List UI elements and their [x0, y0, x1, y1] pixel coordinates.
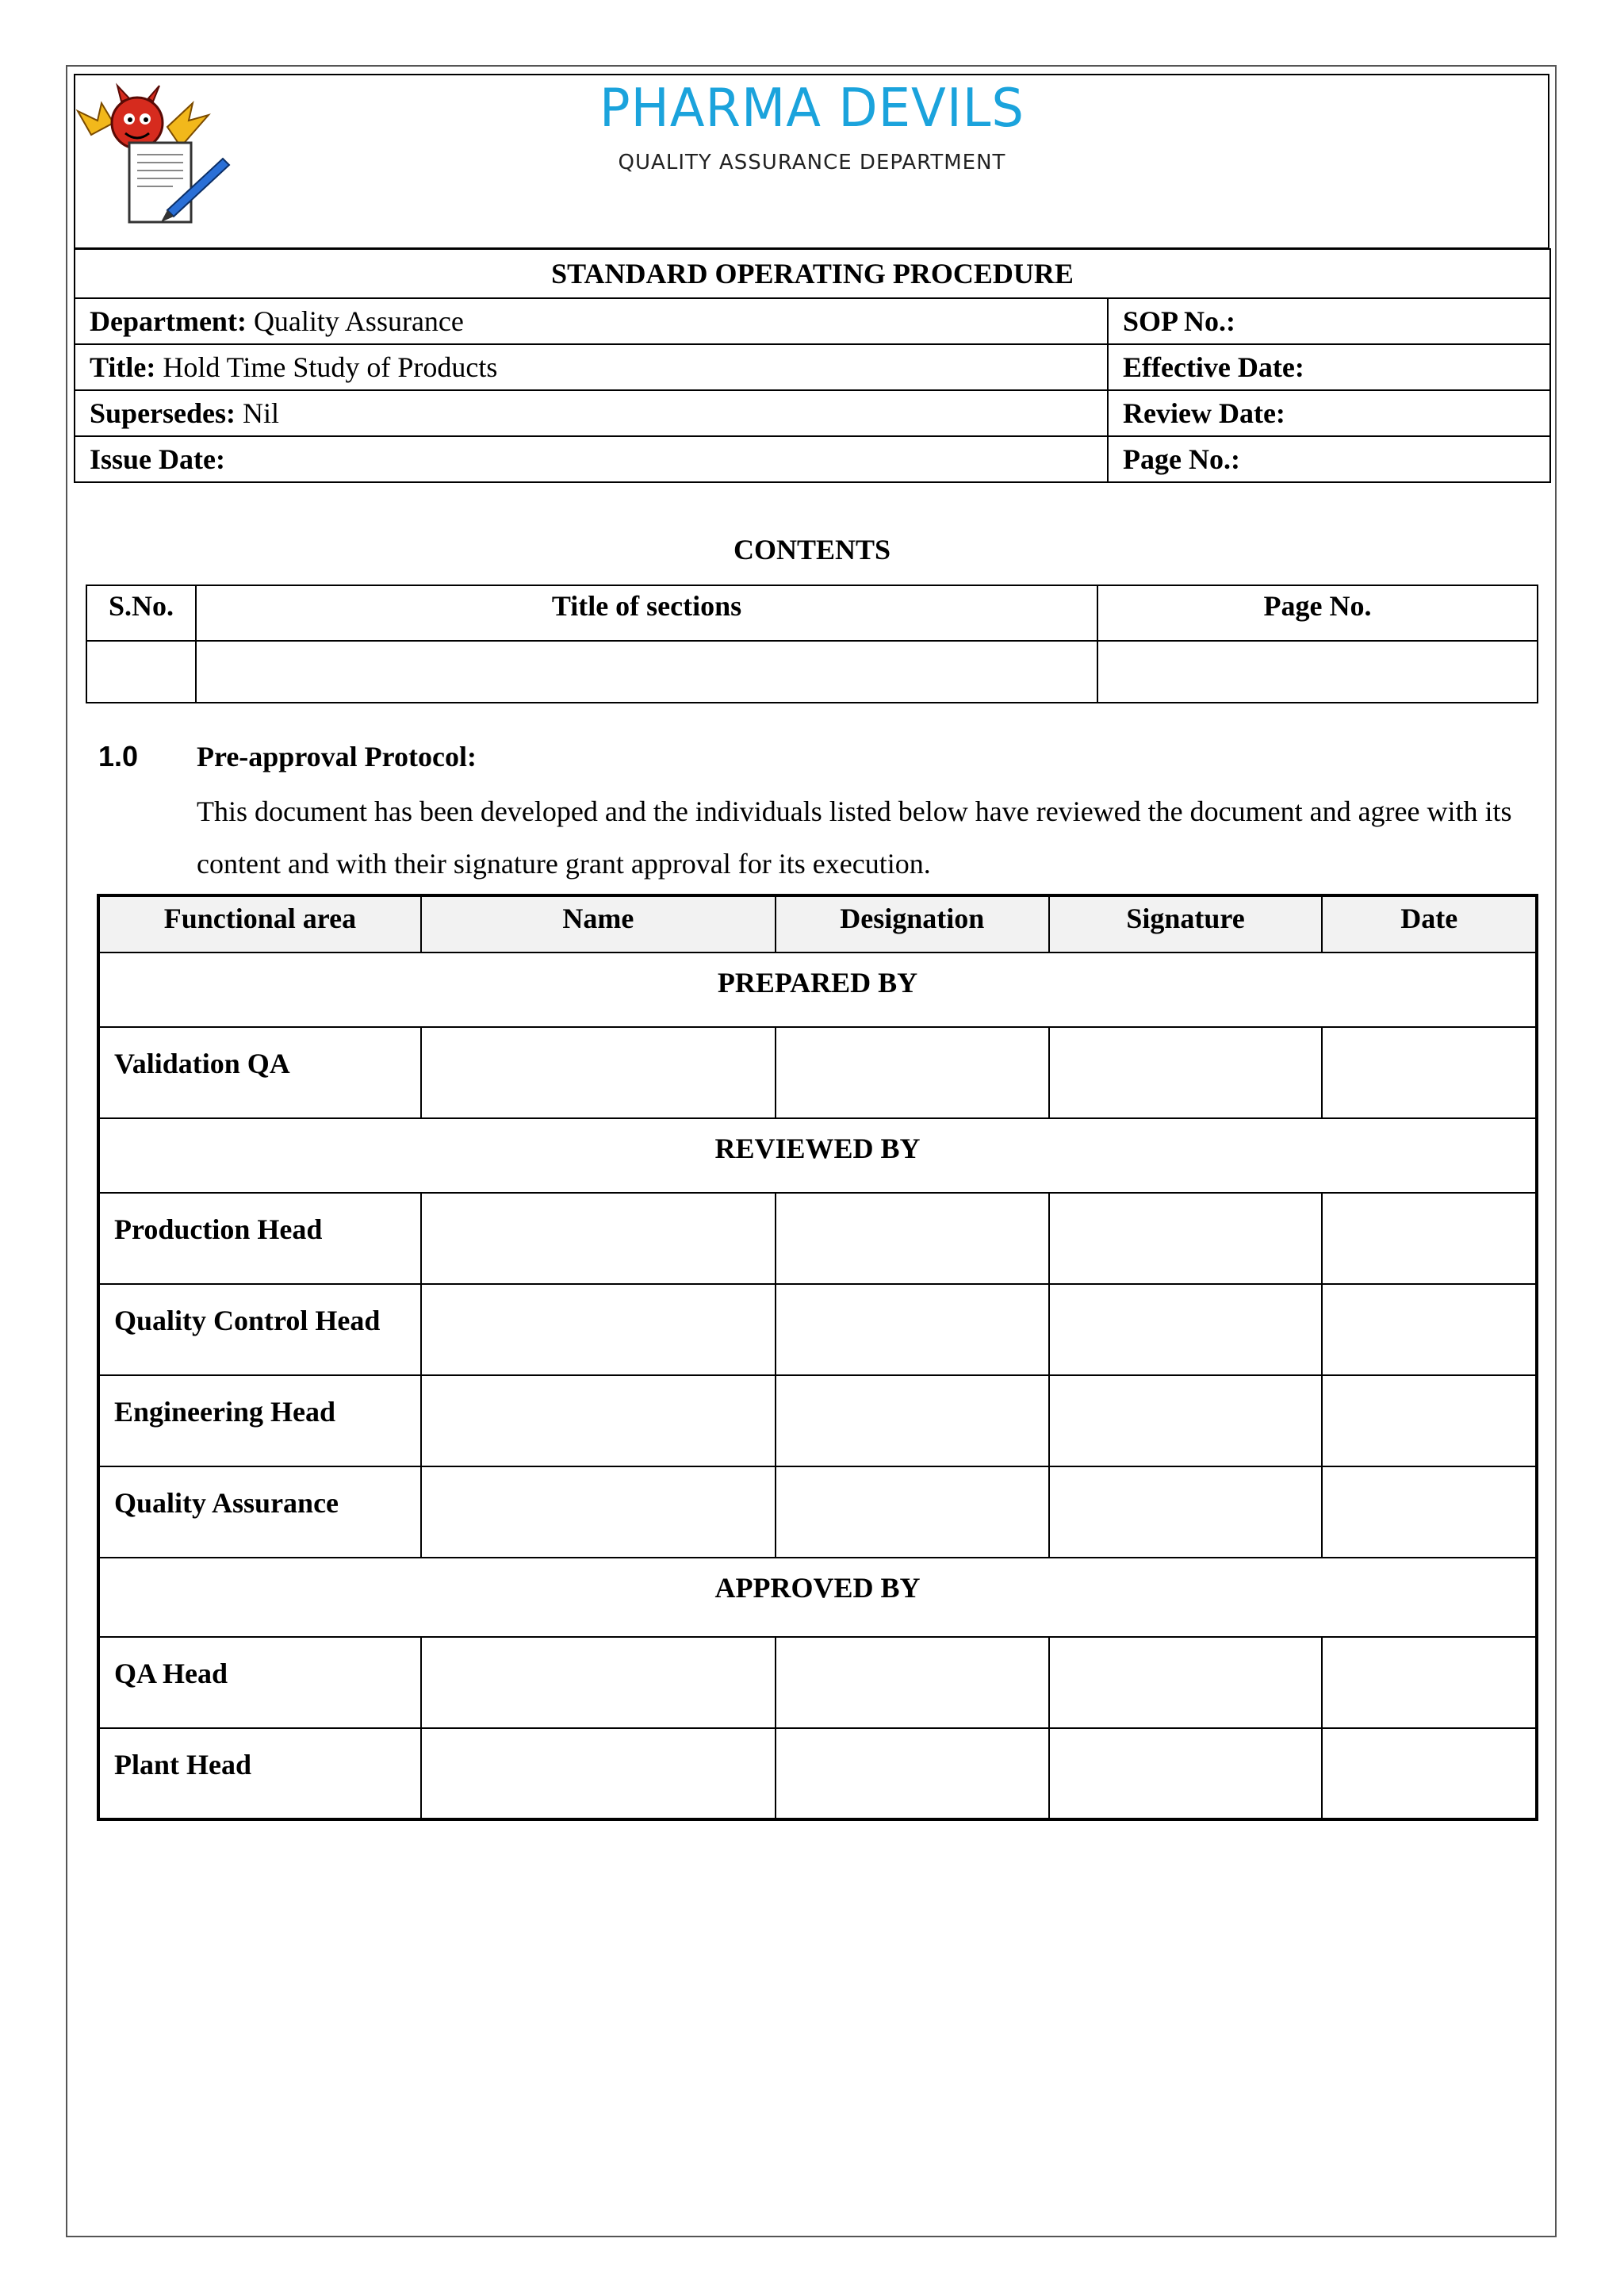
- brand-name: PHARMA DEVILS: [599, 78, 1025, 140]
- functional-area-engineering-head: Engineering Head: [98, 1375, 421, 1466]
- contents-col-sno: S.No.: [86, 585, 196, 641]
- date-cell: [1322, 1375, 1537, 1466]
- date-cell: [1322, 1284, 1537, 1375]
- designation-cell: [776, 1027, 1049, 1118]
- name-cell: [421, 1728, 776, 1819]
- designation-cell: [776, 1193, 1049, 1284]
- sop-no-cell: [1108, 298, 1550, 344]
- functional-area-qa-head: QA Head: [98, 1637, 421, 1728]
- col-name: Name: [421, 895, 776, 953]
- department-label: Department:: [90, 305, 247, 337]
- designation-cell: [776, 1466, 1049, 1558]
- contents-cell: [86, 641, 196, 703]
- signature-cell: [1049, 1284, 1323, 1375]
- sop-info-table: [74, 248, 1551, 483]
- name-cell: [421, 1637, 776, 1728]
- date-cell: [1322, 1466, 1537, 1558]
- col-functional-area: Functional area: [98, 895, 421, 953]
- signature-cell: [1049, 1027, 1323, 1118]
- approval-table: [97, 894, 1538, 1821]
- page-no-cell: [1108, 436, 1550, 482]
- date-cell: [1322, 1027, 1537, 1118]
- title-value: Hold Time Study of Products: [163, 351, 498, 383]
- date-cell: [1322, 1637, 1537, 1728]
- contents-table: [86, 585, 1538, 703]
- sop-no-label: SOP No.:: [1123, 305, 1236, 337]
- functional-area-validation-qa: Validation QA: [98, 1027, 421, 1118]
- designation-cell: [776, 1728, 1049, 1819]
- functional-area-plant-head: Plant Head: [98, 1728, 421, 1819]
- reviewed-by-heading: REVIEWED BY: [98, 1118, 1537, 1193]
- title-label: Title:: [90, 351, 156, 383]
- designation-cell: [776, 1284, 1049, 1375]
- table-row: [98, 1193, 1537, 1284]
- review-date-label: Review Date:: [1123, 397, 1285, 429]
- signature-cell: [1049, 1728, 1323, 1819]
- col-signature: Signature: [1049, 895, 1323, 953]
- signature-cell: [1049, 1375, 1323, 1466]
- supersedes-value: Nil: [243, 397, 280, 429]
- title-cell: [75, 344, 1108, 390]
- table-row: [98, 1466, 1537, 1558]
- page-no-label: Page No.:: [1123, 443, 1240, 475]
- functional-area-quality-control-head: Quality Control Head: [98, 1284, 421, 1375]
- effective-date-cell: [1108, 344, 1550, 390]
- name-cell: [421, 1193, 776, 1284]
- review-date-cell: [1108, 390, 1550, 436]
- section-title: Pre-approval Protocol:: [197, 741, 477, 772]
- effective-date-label: Effective Date:: [1123, 351, 1304, 383]
- signature-cell: [1049, 1466, 1323, 1558]
- name-cell: [421, 1284, 776, 1375]
- date-cell: [1322, 1728, 1537, 1819]
- supersedes-label: Supersedes:: [90, 397, 236, 429]
- signature-cell: [1049, 1193, 1323, 1284]
- table-row: [98, 1637, 1537, 1728]
- designation-cell: [776, 1637, 1049, 1728]
- issue-date-label: Issue Date:: [90, 443, 225, 475]
- brand-subtitle: QUALITY ASSURANCE DEPARTMENT: [618, 151, 1006, 174]
- signature-cell: [1049, 1637, 1323, 1728]
- issue-date-cell: [75, 436, 1108, 482]
- table-row: [98, 1027, 1537, 1118]
- designation-cell: [776, 1375, 1049, 1466]
- name-cell: [421, 1027, 776, 1118]
- functional-area-production-head: Production Head: [98, 1193, 421, 1284]
- contents-cell: [1097, 641, 1538, 703]
- sop-heading: STANDARD OPERATING PROCEDURE: [75, 249, 1550, 298]
- date-cell: [1322, 1193, 1537, 1284]
- contents-cell: [196, 641, 1097, 703]
- section-paragraph: This document has been developed and the individuals listed below have reviewed the document and agree with its content and with their signature grant approval for its execution.: [197, 795, 1512, 880]
- section-number: 1.0: [98, 740, 139, 772]
- table-row: [98, 1375, 1537, 1466]
- name-cell: [421, 1375, 776, 1466]
- functional-area-quality-assurance: Quality Assurance: [98, 1466, 421, 1558]
- table-row: [98, 1728, 1537, 1819]
- name-cell: [421, 1466, 776, 1558]
- approved-by-heading: APPROVED BY: [98, 1558, 1537, 1637]
- supersedes-cell: [75, 390, 1108, 436]
- col-date: Date: [1322, 895, 1537, 953]
- table-row: [98, 1284, 1537, 1375]
- department-value: Quality Assurance: [253, 305, 464, 337]
- col-designation: Designation: [776, 895, 1049, 953]
- contents-heading: CONTENTS: [733, 534, 891, 565]
- contents-col-title: Title of sections: [196, 585, 1097, 641]
- prepared-by-heading: PREPARED BY: [98, 953, 1537, 1027]
- department-cell: [75, 298, 1108, 344]
- contents-col-page: Page No.: [1097, 585, 1538, 641]
